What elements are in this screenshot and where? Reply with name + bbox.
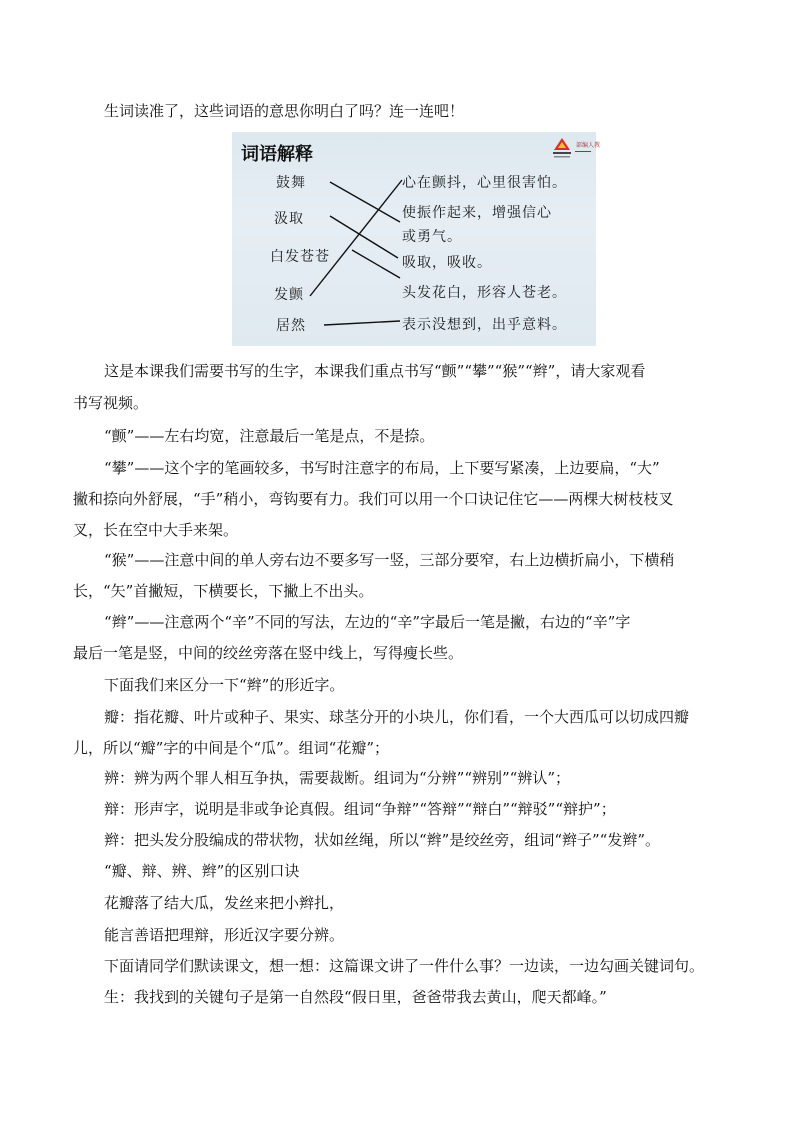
body-line: 辨：辨为两个罪人相互争执，需要裁断。组词为“分辨”“辨别”“辨认”； (104, 769, 571, 787)
definition-3: 吸取，吸收。 (402, 255, 492, 271)
logo-text: 部编人教 (576, 142, 601, 149)
term-bai-fa-cang-cang: 白发苍苍 (270, 249, 330, 265)
body-line: 这是本课我们需要书写的生字，本课我们重点书写“颤”“攀”“猴”“辫”，请大家观看 (104, 362, 646, 380)
definition-1: 心在颤抖，心里很害怕。 (402, 175, 567, 191)
body-line: “颤”——左右均宽，注意最后一笔是点，不是捺。 (104, 427, 435, 445)
body-line: 长，“矢”首撇短，下横要长，下撇上不出头。 (73, 582, 374, 600)
body-line: 书写视频。 (73, 394, 149, 412)
vocabulary-matching-panel (232, 132, 601, 346)
body-line: 花瓣落了结大瓜，发丝来把小辫扎， (104, 894, 345, 912)
body-line: 儿，所以“瓣”字的中间是个“瓜”。组词“花瓣”； (73, 739, 390, 757)
body-line: “攀”——这个字的笔画较多，书写时注意字的布局，上下要写紧凑，上边要扁，“大” (104, 459, 660, 477)
body-line: “瓣、辩、辨、辫”的区别口诀 (104, 862, 300, 880)
body-line: 辩：形声字，说明是非或争论真假。组词“争辩”“答辩”“辩白”“辩驳”“辩护”； (104, 800, 616, 818)
body-line: 最后一笔是竖，中间的绞丝旁落在竖中线上，写得瘦长些。 (73, 644, 464, 662)
body-line: 叉，长在空中大手来架。 (73, 521, 239, 539)
body-line: 下面请同学们默读课文，想一想：这篇课文讲了一件什么事？一边读，一边勾画关键词句。 (104, 957, 705, 975)
body-line: 辫：把头发分股编成的带状物，状如丝绳，所以“辫”是绞丝旁，组词“辫子”“发辫”。 (104, 831, 661, 849)
body-line: “辫”——注意两个“辛”不同的写法，左边的“辛”字最后一笔是撇，右边的“辛”字 (104, 613, 631, 631)
body-line: 生：我找到的关键句子是第一自然段“假日里，爸爸带我去黄山，爬天都峰。” (104, 988, 607, 1006)
body-line: 瓣：指花瓣、叶片或种子、果实、球茎分开的小块儿，你们看，一个大西瓜可以切成四瓣 (104, 708, 690, 726)
definition-4: 头发花白，形容人苍老。 (402, 285, 567, 301)
definition-2a: 使振作起来，增强信心 (402, 205, 552, 221)
definition-2b: 或勇气。 (402, 229, 462, 245)
term-ju-ran: 居然 (276, 318, 306, 334)
body-line: 能言善语把理辩，形近汉字要分辨。 (104, 926, 345, 944)
body-line: “猴”——注意中间的单人旁右边不要多写一竖，三部分要窄，右上边横折扁小，下横稍 (104, 551, 675, 569)
intro-text: 生词读准了，这些词语的意思你明白了吗？连一连吧！ (104, 102, 465, 120)
body-line: 撇和捺向外舒展，“手”稍小，弯钩要有力。我们可以用一个口诀记住它——两棵大树枝枝叉 (73, 490, 674, 508)
term-fa-chan: 发颤 (274, 287, 304, 303)
definition-5: 表示没想到，出乎意料。 (402, 317, 567, 333)
term-gu-wu: 鼓舞 (276, 175, 306, 191)
panel-title: 词语解释 (241, 144, 313, 165)
body-line: 下面我们来区分一下“辫”的形近字。 (104, 676, 345, 694)
term-ji-qu: 汲取 (274, 211, 304, 227)
